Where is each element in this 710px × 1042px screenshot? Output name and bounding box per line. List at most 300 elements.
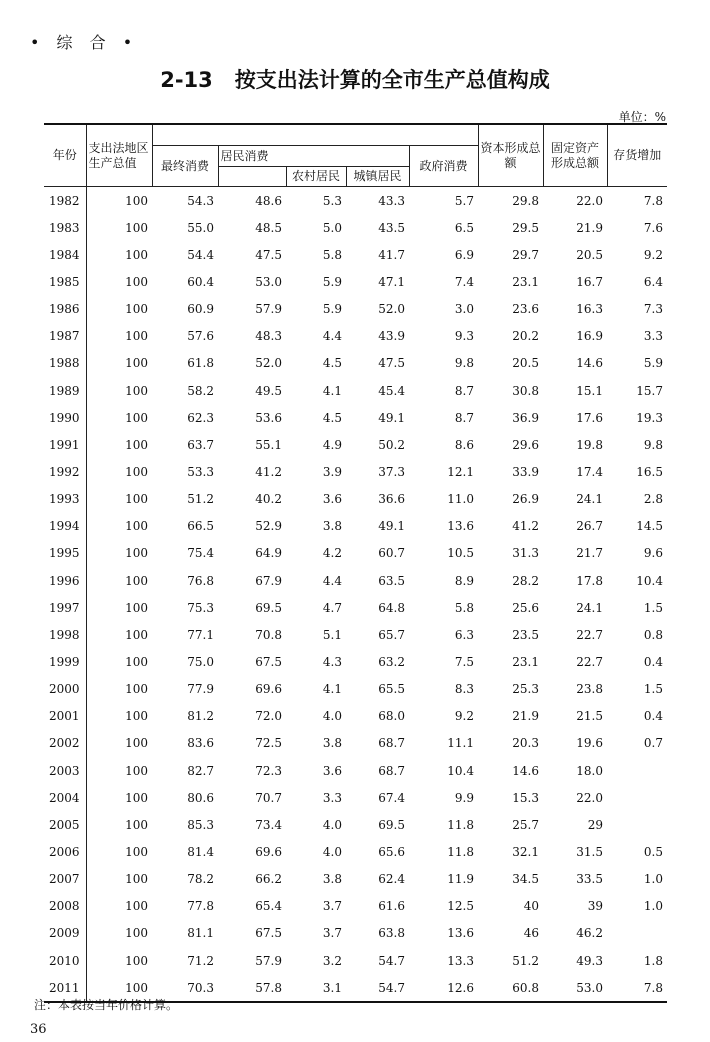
section-tag: • 综 合 • <box>30 33 139 52</box>
table-cell: 100 <box>125 736 148 751</box>
table-cell: 29.5 <box>512 220 539 235</box>
table-cell: 100 <box>125 953 148 968</box>
table-cell: 55.0 <box>187 220 214 235</box>
gdp-composition-table <box>44 123 667 1003</box>
col-header-government: 政府消费 <box>409 146 478 187</box>
table-row <box>44 268 667 295</box>
table-cell: 40 <box>523 899 539 914</box>
table-cell: 67.5 <box>255 654 282 669</box>
table-cell: 81.2 <box>187 709 214 724</box>
table-cell: 22.0 <box>576 790 603 805</box>
table-cell: 69.5 <box>255 600 282 615</box>
table-cell: 5.1 <box>322 627 342 642</box>
table-cell: 65.4 <box>255 899 282 914</box>
table-cell: 57.9 <box>255 302 282 317</box>
table-cell: 9.6 <box>643 546 663 561</box>
table-cell: 19.6 <box>576 736 603 751</box>
table-cell: 5.9 <box>322 274 342 289</box>
row-year: 2008 <box>44 893 86 920</box>
table-cell: 9.9 <box>454 790 474 805</box>
table-row <box>44 431 667 458</box>
table-cell: 23.5 <box>512 627 539 642</box>
table-cell: 3.6 <box>322 492 342 507</box>
row-year: 2010 <box>44 947 86 974</box>
row-year: 2006 <box>44 838 86 865</box>
table-cell: 29.7 <box>512 247 539 262</box>
table-cell: 68.7 <box>378 763 405 778</box>
table-row <box>44 241 667 268</box>
table-cell: 8.9 <box>454 573 474 588</box>
table-cell: 33.9 <box>512 464 539 479</box>
table-cell: 2.8 <box>643 492 663 507</box>
table-cell: 17.4 <box>576 464 603 479</box>
table-cell: 55.1 <box>255 437 282 452</box>
table-cell: 53.3 <box>187 464 214 479</box>
row-year: 2009 <box>44 920 86 947</box>
table-cell: 15.1 <box>576 383 603 398</box>
table-cell: 36.9 <box>512 410 539 425</box>
table-cell <box>607 920 667 947</box>
table-cell: 1.8 <box>643 953 663 968</box>
table-cell: 48.3 <box>255 329 282 344</box>
row-year: 1988 <box>44 350 86 377</box>
table-cell: 75.0 <box>187 654 214 669</box>
table-cell: 3.3 <box>643 329 663 344</box>
row-year: 1989 <box>44 377 86 404</box>
table-cell: 4.3 <box>322 654 342 669</box>
table-cell: 100 <box>125 464 148 479</box>
table-cell: 4.0 <box>322 844 342 859</box>
table-cell: 100 <box>125 763 148 778</box>
table-cell: 16.7 <box>576 274 603 289</box>
table-cell: 10.4 <box>636 573 663 588</box>
table-cell: 34.5 <box>512 872 539 887</box>
table-cell: 19.8 <box>576 437 603 452</box>
table-cell: 62.3 <box>187 410 214 425</box>
table-cell: 70.7 <box>255 790 282 805</box>
table-row <box>44 377 667 404</box>
row-year: 2000 <box>44 676 86 703</box>
table-cell: 52.0 <box>255 356 282 371</box>
row-year: 1999 <box>44 648 86 675</box>
table-cell: 29 <box>587 817 603 832</box>
row-year: 1991 <box>44 431 86 458</box>
table-cell: 15.3 <box>512 790 539 805</box>
table-cell: 11.8 <box>447 844 474 859</box>
table-cell: 0.8 <box>643 627 663 642</box>
table-cell <box>607 757 667 784</box>
table-cell: 13.3 <box>447 953 474 968</box>
table-cell: 100 <box>125 790 148 805</box>
col-header-gdp: 支出法地区生产总值 <box>86 124 152 187</box>
table-cell: 3.8 <box>322 519 342 534</box>
table-cell: 63.8 <box>378 926 405 941</box>
col-header-capital-formation: 资本形成总额 <box>478 124 543 187</box>
table-cell: 17.8 <box>576 573 603 588</box>
table-cell: 50.2 <box>378 437 405 452</box>
table-cell: 57.8 <box>218 974 286 1002</box>
table-cell: 45.4 <box>378 383 405 398</box>
table-cell: 5.3 <box>322 193 342 208</box>
table-cell: 22.7 <box>576 627 603 642</box>
table-row <box>44 784 667 811</box>
table-cell: 100 <box>125 220 148 235</box>
table-cell: 60.7 <box>378 546 405 561</box>
table-cell: 8.7 <box>454 383 474 398</box>
table-cell: 3.7 <box>322 899 342 914</box>
table-cell: 23.1 <box>512 274 539 289</box>
table-cell: 19.3 <box>636 410 663 425</box>
row-year: 2002 <box>44 730 86 757</box>
table-cell: 100 <box>125 247 148 262</box>
table-cell: 100 <box>125 600 148 615</box>
table-row <box>44 540 667 567</box>
table-cell: 12.5 <box>447 899 474 914</box>
table-cell: 5.8 <box>322 247 342 262</box>
table-cell: 78.2 <box>187 872 214 887</box>
table-row <box>44 866 667 893</box>
table-cell: 22.0 <box>576 193 603 208</box>
table-cell: 4.4 <box>322 329 342 344</box>
table-cell: 72.0 <box>255 709 282 724</box>
table-cell <box>607 811 667 838</box>
table-row <box>44 621 667 648</box>
table-cell: 6.4 <box>643 274 663 289</box>
table-number: 2-13 <box>160 68 213 92</box>
table-cell: 21.9 <box>576 220 603 235</box>
table-cell: 25.6 <box>512 600 539 615</box>
table-title <box>0 64 710 94</box>
table-cell: 17.6 <box>576 410 603 425</box>
table-cell: 4.9 <box>322 437 342 452</box>
table-cell: 20.3 <box>512 736 539 751</box>
table-cell: 63.2 <box>378 654 405 669</box>
table-row <box>44 187 667 215</box>
table-cell: 3.6 <box>322 763 342 778</box>
table-cell: 54.7 <box>378 953 405 968</box>
table-cell: 7.5 <box>454 654 474 669</box>
table-cell: 68.7 <box>378 736 405 751</box>
table-cell: 11.1 <box>447 736 474 751</box>
table-cell: 100 <box>125 492 148 507</box>
table-cell: 0.7 <box>643 736 663 751</box>
table-cell: 7.8 <box>607 974 667 1002</box>
table-cell: 23.1 <box>512 654 539 669</box>
table-cell: 3.0 <box>454 302 474 317</box>
table-cell: 85.3 <box>187 817 214 832</box>
table-cell: 5.9 <box>643 356 663 371</box>
col-header-fixed-capital: 固定资产形成总额 <box>543 124 607 187</box>
table-cell: 41.2 <box>512 519 539 534</box>
table-cell: 49.1 <box>378 410 405 425</box>
table-cell: 14.6 <box>576 356 603 371</box>
row-year: 2003 <box>44 757 86 784</box>
row-year: 1990 <box>44 404 86 431</box>
table-cell: 100 <box>125 302 148 317</box>
table-cell: 4.5 <box>322 410 342 425</box>
table-cell: 5.7 <box>454 193 474 208</box>
row-year: 1987 <box>44 323 86 350</box>
table-cell: 43.9 <box>378 329 405 344</box>
table-note: 注：本表按当年价格计算。 <box>34 998 179 1012</box>
table-cell: 51.2 <box>187 492 214 507</box>
table-cell: 72.5 <box>255 736 282 751</box>
table-cell: 100 <box>125 356 148 371</box>
table-cell: 10.5 <box>447 546 474 561</box>
table-cell: 53.0 <box>543 974 607 1002</box>
table-cell: 16.5 <box>636 464 663 479</box>
header-blank-top <box>152 124 478 146</box>
table-cell: 58.2 <box>187 383 214 398</box>
table-cell: 16.9 <box>576 329 603 344</box>
table-cell: 4.7 <box>322 600 342 615</box>
table-row <box>44 811 667 838</box>
table-cell: 7.8 <box>643 193 663 208</box>
table-cell: 3.9 <box>322 464 342 479</box>
table-cell: 32.1 <box>512 844 539 859</box>
table-cell: 52.0 <box>378 302 405 317</box>
table-cell: 77.9 <box>187 682 214 697</box>
table-cell: 18.0 <box>576 763 603 778</box>
table-cell: 75.3 <box>187 600 214 615</box>
table-cell: 16.3 <box>576 302 603 317</box>
table-cell: 4.2 <box>322 546 342 561</box>
household-subheader-blank <box>218 167 286 187</box>
table-cell: 22.7 <box>576 654 603 669</box>
table-cell: 21.7 <box>576 546 603 561</box>
table-cell: 20.2 <box>512 329 539 344</box>
table-row <box>44 648 667 675</box>
table-cell: 67.5 <box>255 926 282 941</box>
table-row <box>44 703 667 730</box>
row-year: 2011 <box>44 974 86 1002</box>
table-cell: 100 <box>86 974 152 1002</box>
table-cell <box>607 784 667 811</box>
table-cell: 46 <box>523 926 539 941</box>
table-cell: 46.2 <box>576 926 603 941</box>
table-cell: 7.4 <box>454 274 474 289</box>
table-row <box>44 323 667 350</box>
table-cell: 81.1 <box>187 926 214 941</box>
table-cell: 81.4 <box>187 844 214 859</box>
table-cell: 9.3 <box>454 329 474 344</box>
table-cell: 47.5 <box>255 247 282 262</box>
table-cell: 100 <box>125 519 148 534</box>
table-cell: 53.0 <box>255 274 282 289</box>
table-cell: 66.5 <box>187 519 214 534</box>
row-year: 1984 <box>44 241 86 268</box>
table-cell: 82.7 <box>187 763 214 778</box>
table-cell: 1.0 <box>643 899 663 914</box>
table-row <box>44 757 667 784</box>
table-row <box>44 296 667 323</box>
table-cell: 75.4 <box>187 546 214 561</box>
table-cell: 3.8 <box>322 872 342 887</box>
table-cell: 28.2 <box>512 573 539 588</box>
table-cell: 13.6 <box>447 926 474 941</box>
table-cell: 9.8 <box>454 356 474 371</box>
table-cell: 9.2 <box>643 247 663 262</box>
table-cell: 71.2 <box>187 953 214 968</box>
table-cell: 14.5 <box>636 519 663 534</box>
table-cell: 7.6 <box>643 220 663 235</box>
table-cell: 100 <box>125 926 148 941</box>
table-cell: 48.5 <box>255 220 282 235</box>
table-cell: 8.3 <box>454 682 474 697</box>
table-cell: 0.4 <box>643 654 663 669</box>
table-cell: 41.7 <box>378 247 405 262</box>
table-cell: 57.9 <box>255 953 282 968</box>
table-cell: 4.4 <box>322 573 342 588</box>
table-cell: 23.6 <box>512 302 539 317</box>
table-cell: 77.8 <box>187 899 214 914</box>
table-cell: 5.8 <box>454 600 474 615</box>
table-cell: 67.9 <box>255 573 282 588</box>
table-cell: 54.4 <box>187 247 214 262</box>
row-year: 1997 <box>44 594 86 621</box>
col-header-household: 居民消费 <box>218 146 409 167</box>
table-cell: 43.3 <box>378 193 405 208</box>
table-cell: 12.1 <box>447 464 474 479</box>
table-cell: 33.5 <box>576 872 603 887</box>
table-cell: 3.3 <box>322 790 342 805</box>
table-row <box>44 486 667 513</box>
table-cell: 11.0 <box>447 492 474 507</box>
table-cell: 3.2 <box>322 953 342 968</box>
table-cell: 63.5 <box>378 573 405 588</box>
table-cell: 100 <box>125 193 148 208</box>
table-row <box>44 730 667 757</box>
table-cell: 4.1 <box>322 383 342 398</box>
table-cell: 65.5 <box>378 682 405 697</box>
table-cell: 31.5 <box>576 844 603 859</box>
table-row <box>44 893 667 920</box>
table-cell: 100 <box>125 709 148 724</box>
table-cell: 20.5 <box>576 247 603 262</box>
table-cell: 51.2 <box>512 953 539 968</box>
table-cell: 13.6 <box>447 519 474 534</box>
table-cell: 36.6 <box>378 492 405 507</box>
table-cell: 8.7 <box>454 410 474 425</box>
table-cell: 49.1 <box>378 519 405 534</box>
row-year: 1998 <box>44 621 86 648</box>
table-cell: 24.1 <box>576 600 603 615</box>
table-cell: 52.9 <box>255 519 282 534</box>
table-cell: 3.8 <box>322 736 342 751</box>
table-cell: 66.2 <box>255 872 282 887</box>
row-year: 2001 <box>44 703 86 730</box>
table-cell: 83.6 <box>187 736 214 751</box>
table-cell: 47.1 <box>378 274 405 289</box>
table-cell: 65.7 <box>378 627 405 642</box>
col-header-urban: 城镇居民 <box>346 167 409 187</box>
row-year: 2004 <box>44 784 86 811</box>
table-row <box>44 567 667 594</box>
table-cell: 54.7 <box>346 974 409 1002</box>
table-row <box>44 404 667 431</box>
table-cell: 100 <box>125 654 148 669</box>
table-cell: 25.7 <box>512 817 539 832</box>
table-cell: 20.5 <box>512 356 539 371</box>
table-cell: 49.5 <box>255 383 282 398</box>
table-cell: 9.2 <box>454 709 474 724</box>
table-cell: 80.6 <box>187 790 214 805</box>
table-cell: 62.4 <box>378 872 405 887</box>
table-cell: 100 <box>125 437 148 452</box>
table-cell: 40.2 <box>255 492 282 507</box>
table-cell: 0.5 <box>643 844 663 859</box>
table-cell: 73.4 <box>255 817 282 832</box>
table-cell: 31.3 <box>512 546 539 561</box>
table-cell: 64.9 <box>255 546 282 561</box>
table-row <box>44 920 667 947</box>
table-cell: 48.6 <box>255 193 282 208</box>
table-cell: 61.8 <box>187 356 214 371</box>
row-year: 1994 <box>44 513 86 540</box>
table-cell: 70.3 <box>152 974 218 1002</box>
table-cell: 60.4 <box>187 274 214 289</box>
table-cell: 29.6 <box>512 437 539 452</box>
table-cell: 3.1 <box>286 974 346 1002</box>
table-cell: 68.0 <box>378 709 405 724</box>
table-cell: 64.8 <box>378 600 405 615</box>
row-year: 1983 <box>44 214 86 241</box>
col-header-inventory: 存货增加 <box>607 124 667 187</box>
table-cell: 72.3 <box>255 763 282 778</box>
table-title-text: 按支出法计算的全市生产总值构成 <box>234 68 550 92</box>
table-cell: 69.6 <box>255 682 282 697</box>
table-cell: 26.9 <box>512 492 539 507</box>
table-cell: 77.1 <box>187 627 214 642</box>
table-cell: 1.5 <box>643 682 663 697</box>
table-cell: 1.0 <box>643 872 663 887</box>
table-cell: 70.8 <box>255 627 282 642</box>
row-year: 1986 <box>44 296 86 323</box>
table-cell: 3.7 <box>322 926 342 941</box>
table-cell: 100 <box>125 682 148 697</box>
table-cell: 100 <box>125 274 148 289</box>
row-year: 1985 <box>44 268 86 295</box>
table-cell: 9.8 <box>643 437 663 452</box>
row-year: 1995 <box>44 540 86 567</box>
table-cell: 4.0 <box>322 817 342 832</box>
table-cell: 60.8 <box>478 974 543 1002</box>
table-cell: 57.6 <box>187 329 214 344</box>
table-cell: 69.5 <box>378 817 405 832</box>
table-cell: 21.9 <box>512 709 539 724</box>
table-cell: 4.1 <box>322 682 342 697</box>
table-cell: 76.8 <box>187 573 214 588</box>
col-header-rural: 农村居民 <box>286 167 346 187</box>
table-cell: 100 <box>125 817 148 832</box>
table-cell: 100 <box>125 383 148 398</box>
row-year: 1982 <box>44 187 86 215</box>
table-cell: 12.6 <box>409 974 478 1002</box>
table-row <box>44 676 667 703</box>
table-cell: 8.6 <box>454 437 474 452</box>
table-cell: 39 <box>587 899 603 914</box>
row-year: 2005 <box>44 811 86 838</box>
table-cell: 11.9 <box>447 872 474 887</box>
table-cell: 6.9 <box>454 247 474 262</box>
table-cell: 100 <box>125 844 148 859</box>
table-cell: 60.9 <box>187 302 214 317</box>
table-cell: 47.5 <box>378 356 405 371</box>
table-cell: 65.6 <box>378 844 405 859</box>
row-year: 1996 <box>44 567 86 594</box>
table-cell: 4.0 <box>322 709 342 724</box>
table-cell: 11.8 <box>447 817 474 832</box>
